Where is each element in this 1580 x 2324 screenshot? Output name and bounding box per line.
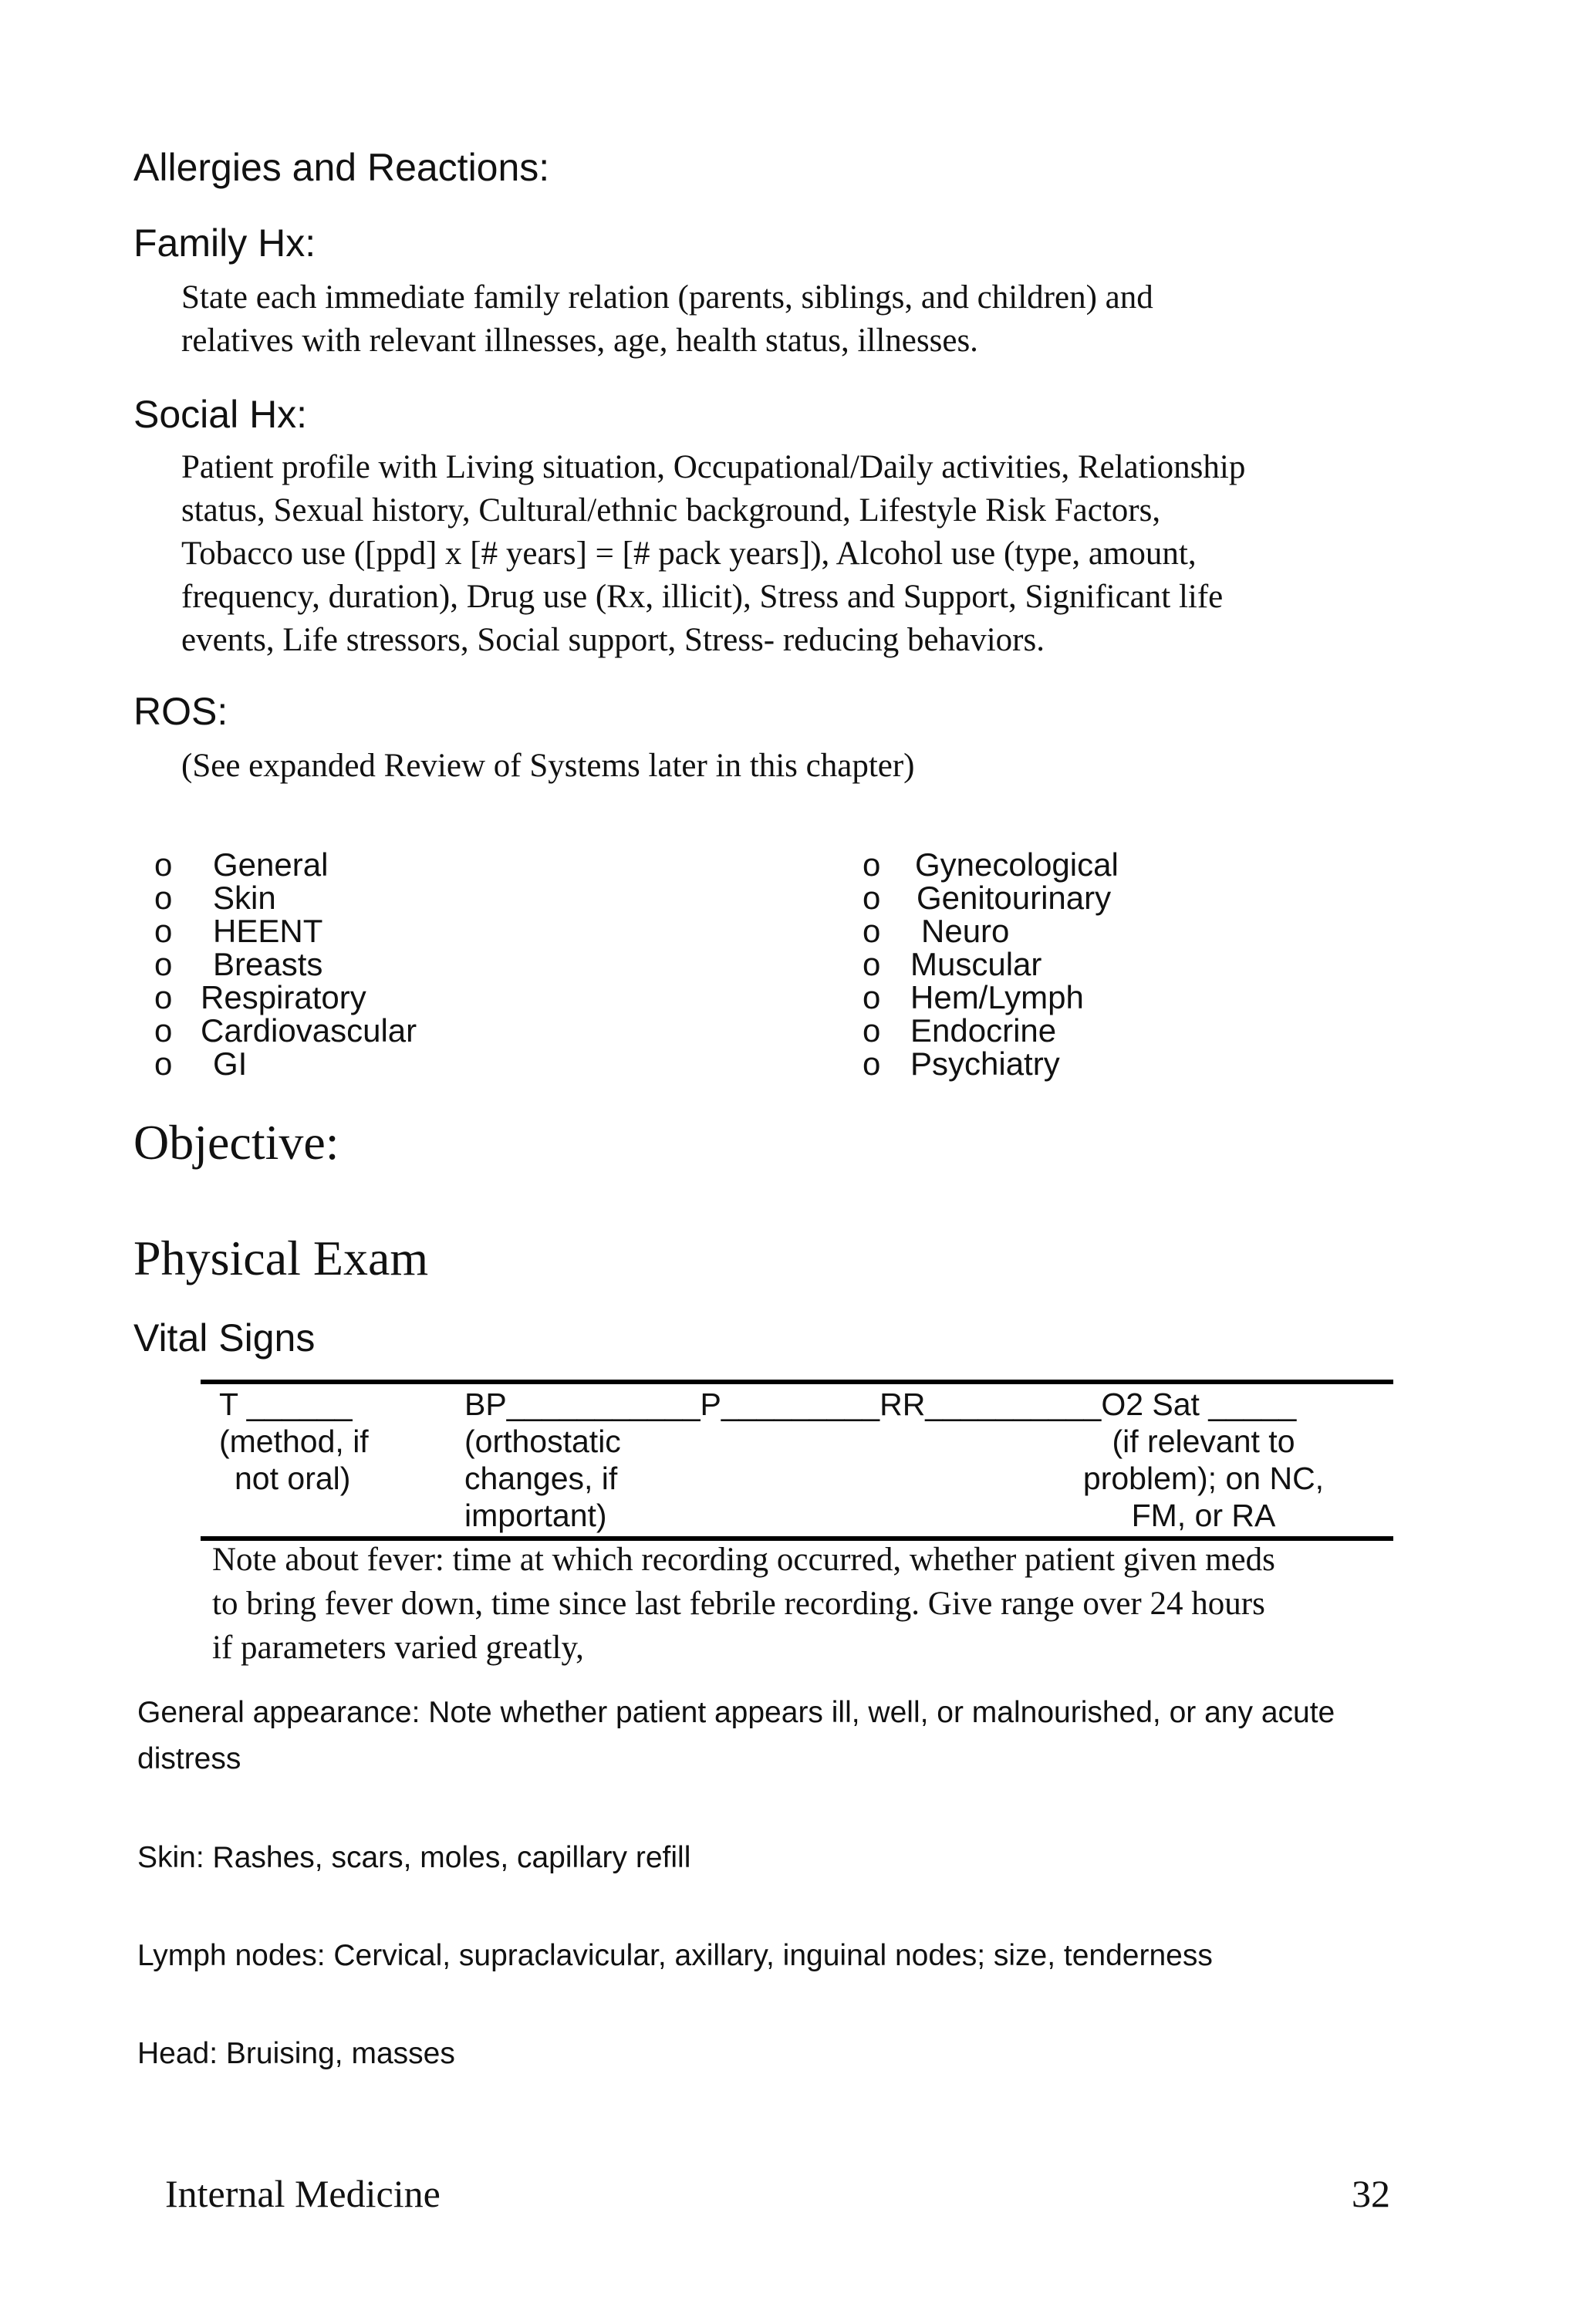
fever-note-line: to bring fever down, time since last febrile recording. Give range over 24 hours: [212, 1586, 1265, 1622]
social-hx-line: Patient profile with Living situation, Occupational/Daily activities, Relationship: [181, 449, 1246, 485]
list-item: o GI: [154, 1045, 248, 1082]
vitals-top-rule: [201, 1380, 1393, 1384]
list-item: o Muscular: [863, 946, 1042, 982]
list-item: o General: [154, 846, 329, 883]
ros-text: (See expanded Review of Systems later in this chapter): [181, 748, 915, 784]
family-hx-line: State each immediate family relation (parents, siblings, and children) and: [181, 279, 1153, 316]
list-item: o Hem/Lymph: [863, 979, 1084, 1015]
bp-note-line: changes, if: [464, 1461, 618, 1496]
social-hx-text: [181, 446, 1416, 662]
social-hx-line: frequency, duration), Drug use (Rx, illicit), Stress and Support, Significant life: [181, 579, 1224, 615]
family-hx-text: [181, 276, 1416, 363]
general-appearance: [137, 1690, 1403, 1782]
footer-book-title: Internal Medicine: [165, 2172, 441, 2215]
temperature-note: not oral): [235, 1461, 351, 1496]
list-item: o Gynecological: [863, 846, 1119, 883]
head-exam: Head: Bruising, masses: [137, 2037, 455, 2070]
general-appearance-line: distress: [137, 1742, 241, 1775]
vitals-temperature: [219, 1386, 369, 1497]
list-item: o Respiratory: [154, 979, 366, 1015]
temperature-note: (method, if: [219, 1424, 369, 1459]
vitals-bp-row: BP___________P_________RR__________O2 Sat _____: [464, 1387, 1297, 1422]
list-item: o Endocrine: [863, 1012, 1057, 1049]
lymph-nodes-exam: Lymph nodes: Cervical, supraclavicular, axillary, inguinal nodes; size, tenderness: [137, 1939, 1213, 1972]
list-item: o Skin: [154, 880, 276, 916]
vital-signs-heading: Vital Signs: [133, 1316, 316, 1360]
general-appearance-line: General appearance: Note whether patient appears ill, well, or malnourished, or any acute: [137, 1696, 1335, 1729]
family-hx-heading: Family Hx:: [133, 221, 316, 265]
bp-note-line: important): [464, 1498, 607, 1533]
ros-heading: ROS:: [133, 690, 228, 733]
allergies-heading: Allergies and Reactions:: [133, 146, 550, 189]
list-item: o Psychiatry: [863, 1045, 1060, 1082]
ros-list-right: [863, 848, 1119, 1080]
o2-note-line: (if relevant to: [1112, 1424, 1295, 1459]
fever-note: [212, 1538, 1416, 1670]
social-hx-heading: Social Hx:: [133, 393, 308, 436]
list-item: o Breasts: [154, 946, 323, 982]
skin-exam: Skin: Rashes, scars, moles, capillary refill: [137, 1841, 691, 1874]
list-item: o Genitourinary: [863, 880, 1112, 916]
list-item: o Neuro: [863, 913, 1010, 949]
social-hx-line: events, Life stressors, Social support, Stress- reducing behaviors.: [181, 622, 1045, 658]
family-hx-line: relatives with relevant illnesses, age, health status, illnesses.: [181, 323, 978, 359]
fever-note-line: if parameters varied greatly,: [212, 1630, 584, 1666]
physical-exam-heading: Physical Exam: [133, 1231, 429, 1285]
bp-note-line: (orthostatic: [464, 1424, 621, 1459]
social-hx-line: status, Sexual history, Cultural/ethnic background, Lifestyle Risk Factors,: [181, 492, 1161, 529]
social-hx-line: Tobacco use ([ppd] x [# years] = [# pack years]), Alcohol use (type, amount,: [181, 535, 1197, 572]
objective-heading: Objective:: [133, 1115, 339, 1170]
list-item: o Cardiovascular: [154, 1012, 417, 1049]
o2-note-line: FM, or RA: [1131, 1498, 1276, 1533]
vitals-bp-note: [464, 1423, 621, 1534]
ros-list-left: [154, 848, 417, 1080]
list-item: o HEENT: [154, 913, 323, 949]
page-number: 32: [1352, 2172, 1390, 2215]
o2-note-line: problem); on NC,: [1082, 1461, 1325, 1496]
fever-note-line: Note about fever: time at which recording occurred, whether patient given meds: [212, 1542, 1275, 1578]
vitals-o2-note: [1072, 1423, 1335, 1534]
temperature-field: T ______: [219, 1387, 353, 1422]
